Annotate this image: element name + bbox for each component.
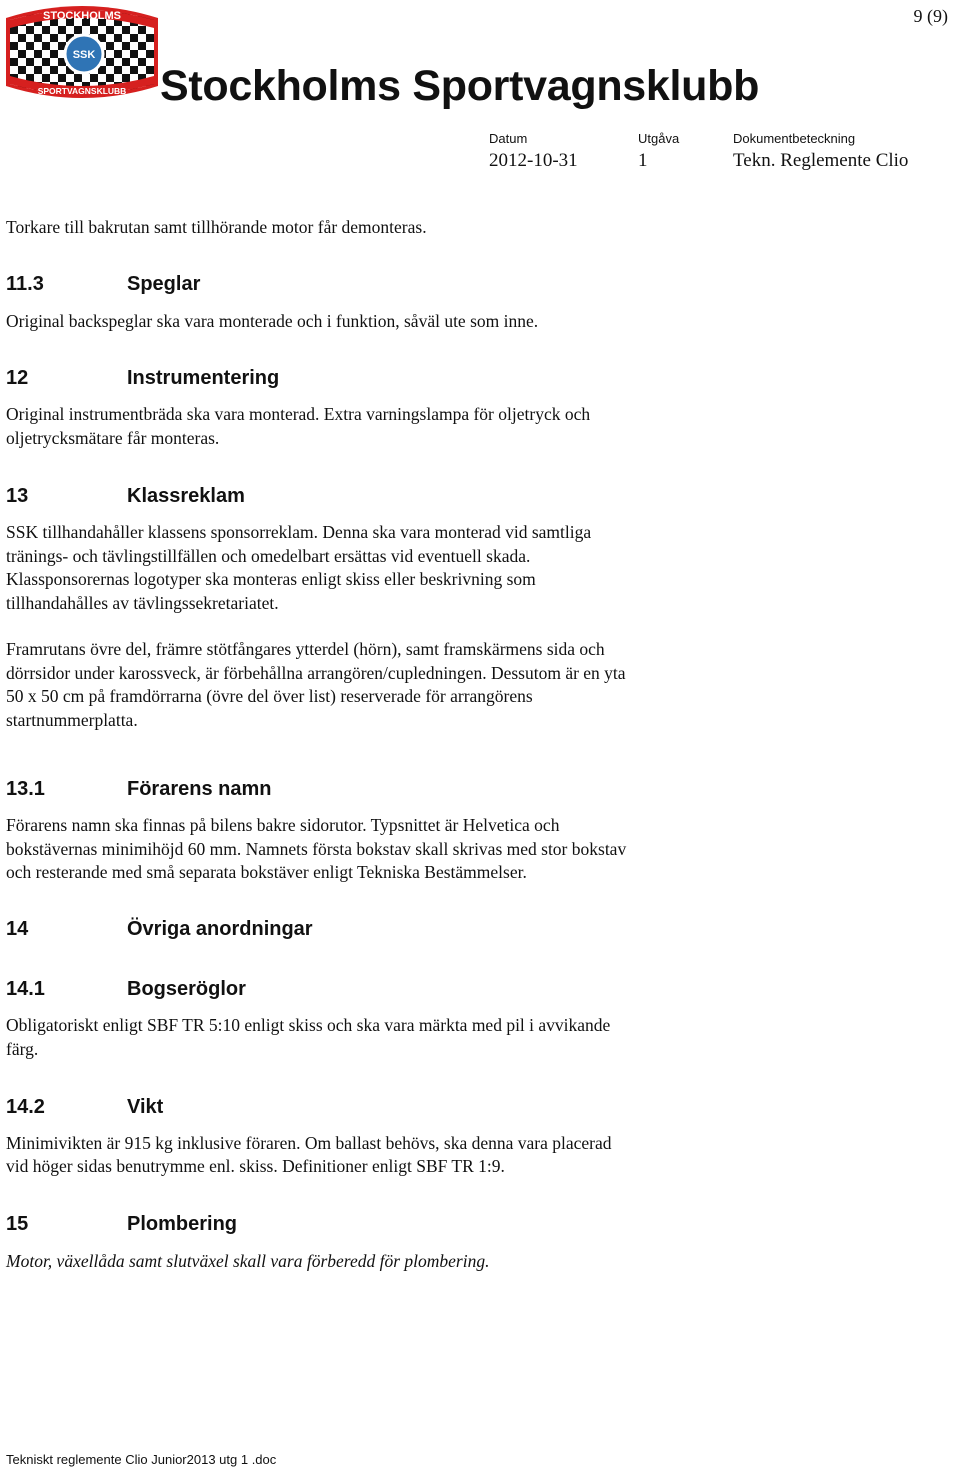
heading-14-2 [6, 1096, 163, 1119]
paragraph-weight-line2: vid höger sidas benutrymme enl. skiss. Definitioner enligt SBF TR 1:9. [6, 1156, 505, 1176]
heading-number: 15 [6, 1213, 29, 1235]
heading-12 [6, 367, 279, 390]
meta-label-date: Datum [489, 131, 528, 146]
paragraph-mirrors: Original backspeglar ska vara monterade och i funktion, såväl ute som inne. [6, 311, 539, 331]
paragraph-driver-name-line3: och resterande med små separata bokstäver enligt Tekniska Bestämmelser. [6, 862, 527, 882]
paragraph-driver-name-line1: Förarens namn ska finnas på bilens bakre sidorutor. Typsnittet är Helvetica och [6, 815, 560, 835]
logo-top-text: STOCKHOLMS [42, 10, 122, 22]
club-logo [2, 2, 162, 102]
page-number: 9 (9) [913, 6, 948, 26]
paragraph-windscreen-line2: dörrsidor under karossveck, är förbehållna arrangören/cupledningen. Dessutom är en yta [6, 663, 626, 683]
paragraph-wiper: Torkare till bakrutan samt tillhörande motor får demonteras. [6, 217, 427, 237]
paragraph-sealing: Motor, växellåda samt slutväxel skall vara förberedd för plombering. [6, 1251, 490, 1271]
meta-label-edition: Utgåva [638, 131, 680, 146]
heading-13-1 [6, 778, 271, 801]
paragraph-driver-name-line2: bokstävernas minimihöjd 60 mm. Namnets första bokstav skall skrivas med stor bokstav [6, 839, 627, 859]
paragraph-class-ads-line1: SSK tillhandahåller klassens sponsorreklam. Denna ska vara monterad vid samtliga [6, 522, 592, 542]
paragraph-class-ads-line2: tränings- och tävlingstillfällen och omedelbart ersättas vid eventuell skada. [6, 546, 531, 566]
heading-title: Bogseröglor [127, 978, 246, 1000]
paragraph-windscreen-line4: startnummerplatta. [6, 710, 138, 730]
heading-11-3 [6, 273, 200, 296]
meta-value-date: 2012-10-31 [489, 150, 578, 171]
heading-title: Förarens namn [127, 778, 272, 800]
footer-filename: Tekniskt reglemente Clio Junior2013 utg 1 .doc [6, 1452, 277, 1467]
heading-15 [6, 1213, 237, 1236]
heading-title: Plombering [127, 1213, 238, 1235]
heading-title: Övriga anordningar [127, 918, 313, 940]
paragraph-instruments-line1: Original instrumentbräda ska vara monterad. Extra varningslampa för oljetryck och [6, 404, 591, 424]
paragraph-windscreen-line3: 50 x 50 cm på framdörrarna (övre del över list) reserverade för arrangörens [6, 686, 533, 706]
paragraph-class-ads-line4: tillhandahålles av tävlingssekretariatet. [6, 593, 279, 613]
heading-number: 12 [6, 367, 29, 389]
paragraph-tow-eyes-line1: Obligatoriskt enligt SBF TR 5:10 enligt skiss och ska vara märkta med pil i avvikande [6, 1015, 611, 1035]
heading-title: Instrumentering [127, 367, 280, 389]
heading-title: Klassreklam [127, 485, 245, 507]
heading-title: Speglar [127, 273, 201, 295]
logo-center-text: SSK [72, 49, 96, 61]
organization-title: Stockholms Sportvagnsklubb [160, 62, 760, 110]
heading-14 [6, 918, 313, 941]
meta-value-document-id: Tekn. Reglemente Clio [733, 150, 909, 171]
heading-number: 14.1 [6, 978, 45, 1000]
paragraph-weight-line1: Minimivikten är 915 kg inklusive föraren. Om ballast behövs, ska denna vara placerad [6, 1133, 612, 1153]
paragraph-tow-eyes-line2: färg. [6, 1039, 39, 1059]
meta-label-document-id: Dokumentbeteckning [733, 131, 856, 146]
heading-number: 14.2 [6, 1096, 45, 1118]
heading-title: Vikt [127, 1096, 164, 1118]
meta-value-edition: 1 [638, 150, 648, 171]
paragraph-instruments-line2: oljetrycksmätare får monteras. [6, 428, 220, 448]
heading-number: 13 [6, 485, 29, 507]
heading-14-1 [6, 978, 246, 1001]
logo-bottom-text: SPORTVAGNSKLUBB [37, 86, 127, 96]
heading-number: 11.3 [6, 273, 44, 295]
heading-13 [6, 485, 245, 508]
heading-number: 14 [6, 918, 29, 940]
paragraph-class-ads-line3: Klassponsorernas logotyper ska monteras enligt skiss eller beskrivning som [6, 569, 536, 589]
paragraph-windscreen-line1: Framrutans övre del, främre stötfångares ytterdel (hörn), samt framskärmens sida och [6, 639, 605, 659]
heading-number: 13.1 [6, 778, 45, 800]
